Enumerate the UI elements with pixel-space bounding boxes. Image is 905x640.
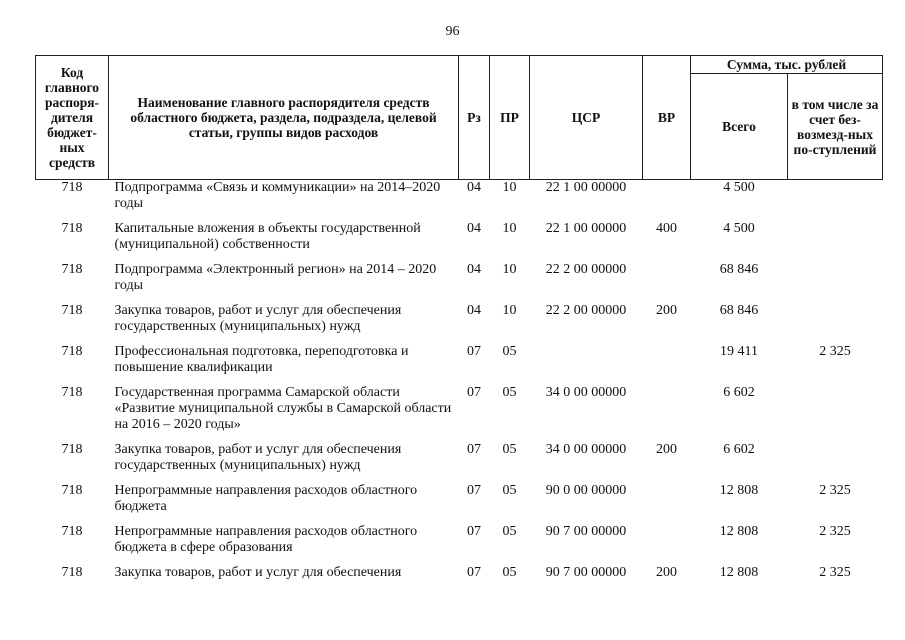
table-row (36, 303, 883, 344)
cell-total: 68 846 (719, 302, 759, 318)
cell-vr: 400 (656, 220, 677, 236)
cell-code: 718 (61, 302, 83, 318)
cell-name: Государственная программа Самарской области «Развитие муниципальной службы в Самарской области на 2016 – 2020 годы» (114, 384, 452, 432)
header-code: Код главного распоря-дителя бюджет-ных средств (36, 56, 109, 180)
cell-incl: 2 325 (819, 343, 851, 359)
cell-code: 718 (61, 523, 83, 539)
table-row (36, 442, 883, 483)
budget-table (35, 55, 883, 595)
cell-incl (788, 303, 883, 344)
cell-total: 12 808 (719, 564, 759, 580)
cell-rz: 07 (467, 384, 481, 400)
table-row (36, 221, 883, 262)
cell-name: Закупка товаров, работ и услуг для обеспечения (114, 564, 402, 580)
cell-rz: 04 (467, 220, 481, 236)
table-row (36, 344, 883, 385)
cell-code: 718 (61, 261, 83, 277)
cell-code: 718 (61, 180, 83, 195)
cell-total: 12 808 (719, 482, 759, 498)
cell-pr: 05 (502, 523, 517, 539)
cell-csr: 90 7 00 00000 (545, 523, 627, 539)
cell-incl: 2 325 (819, 564, 851, 580)
cell-name: Профессиональная подготовка, переподготовка и повышение квалификации (114, 343, 409, 375)
cell-vr (643, 262, 691, 303)
cell-rz: 04 (467, 261, 481, 277)
cell-vr (643, 344, 691, 385)
cell-csr: 90 0 00 00000 (545, 482, 627, 498)
header-incl: в том числе за счет без-возмезд-ных по-ступлений (788, 74, 883, 180)
table-row (36, 385, 883, 442)
cell-vr: 200 (656, 302, 677, 318)
header-sum: Сумма, тыс. рублей (691, 56, 883, 74)
cell-csr: 22 1 00 00000 (545, 180, 627, 195)
cell-code: 718 (61, 441, 83, 457)
cell-rz: 07 (467, 441, 481, 457)
cell-total: 6 602 (723, 441, 755, 457)
cell-incl: 2 325 (819, 523, 851, 539)
cell-name: Непрограммные направления расходов областного бюджета (114, 482, 418, 514)
cell-pr: 05 (502, 343, 517, 359)
cell-vr (643, 385, 691, 442)
cell-rz: 04 (467, 180, 481, 195)
cell-csr: 22 1 00 00000 (545, 220, 627, 236)
cell-pr: 10 (502, 261, 517, 277)
cell-vr (643, 483, 691, 524)
cell-incl (788, 180, 883, 221)
cell-name: Закупка товаров, работ и услуг для обеспечения государственных (муниципальных) нужд (114, 302, 402, 334)
cell-pr: 05 (502, 384, 517, 400)
header-total: Всего (691, 74, 788, 180)
table-row (36, 180, 883, 221)
cell-code: 718 (61, 343, 83, 359)
table-row (36, 565, 883, 595)
cell-rz: 07 (467, 343, 481, 359)
header-name: Наименование главного распорядителя средств областного бюджета, раздела, подраздела, целевой статьи, группы видов расходов (109, 56, 459, 180)
header-rz: Рз (459, 56, 490, 180)
cell-vr (643, 524, 691, 565)
cell-rz: 07 (467, 482, 481, 498)
cell-csr: 22 2 00 00000 (545, 261, 627, 277)
cell-pr: 05 (502, 564, 517, 580)
header-pr: ПР (490, 56, 530, 180)
table-row (36, 483, 883, 524)
cell-pr: 10 (502, 180, 517, 195)
cell-rz: 07 (467, 564, 481, 580)
cell-code: 718 (61, 564, 83, 580)
table-row (36, 262, 883, 303)
cell-rz: 07 (467, 523, 481, 539)
cell-code: 718 (61, 384, 83, 400)
cell-incl (788, 221, 883, 262)
cell-pr: 05 (502, 441, 517, 457)
cell-code: 718 (61, 482, 83, 498)
cell-total: 4 500 (723, 180, 755, 195)
cell-total: 19 411 (720, 343, 758, 359)
cell-name: Подпрограмма «Связь и коммуникации» на 2014–2020 годы (114, 180, 441, 211)
cell-csr: 22 2 00 00000 (545, 302, 627, 318)
header-vr: ВР (643, 56, 691, 180)
cell-pr: 10 (502, 220, 517, 236)
cell-rz: 04 (467, 302, 481, 318)
cell-name: Подпрограмма «Электронный регион» на 2014 – 2020 годы (114, 261, 437, 293)
table-row (36, 524, 883, 565)
cell-incl (788, 442, 883, 483)
cell-total: 4 500 (723, 220, 755, 236)
cell-name: Непрограммные направления расходов областного бюджета в сфере образования (114, 523, 418, 555)
cell-csr: 34 0 00 00000 (545, 384, 627, 400)
cell-vr: 200 (656, 564, 677, 580)
cell-vr: 200 (656, 441, 677, 457)
cell-name: Закупка товаров, работ и услуг для обеспечения государственных (муниципальных) нужд (114, 441, 402, 473)
cell-incl (788, 262, 883, 303)
cell-incl (788, 385, 883, 442)
cell-total: 12 808 (719, 523, 759, 539)
cell-pr: 05 (502, 482, 517, 498)
cell-code: 718 (61, 220, 83, 236)
cell-csr: 34 0 00 00000 (545, 441, 627, 457)
cell-incl: 2 325 (819, 482, 851, 498)
cell-total: 6 602 (723, 384, 755, 400)
cell-pr: 10 (502, 302, 517, 318)
cell-total: 68 846 (719, 261, 759, 277)
cell-vr (643, 180, 691, 221)
header-csr: ЦСР (530, 56, 643, 180)
table-body (36, 180, 883, 595)
cell-name: Капитальные вложения в объекты государственной (муниципальной) собственности (114, 220, 421, 252)
cell-csr (530, 344, 643, 385)
page-number: 96 (445, 24, 460, 39)
cell-csr: 90 7 00 00000 (545, 564, 627, 580)
